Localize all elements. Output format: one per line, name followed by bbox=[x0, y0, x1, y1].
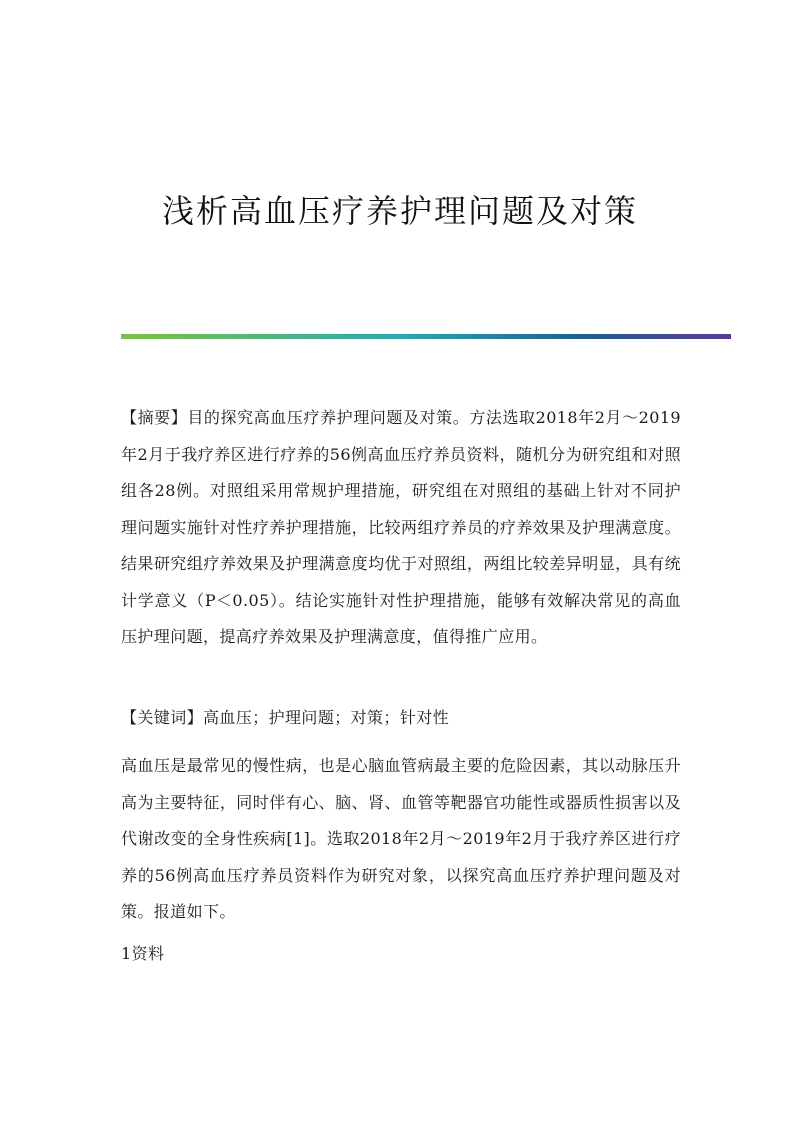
intro-paragraph: 高血压是最常见的慢性病，也是心脑血管病最主要的危险因素，其以动脉压升高为主要特征，同时伴有心、脑、肾、血管等靶器官功能性或器质性损害以及代谢改变的全身性疾病[1]。选取2018年2月～2019年2月于我疗养区进行疗养的56例高血压疗养员资料作为研究对象，以探究高血压疗养护理问题及对策。报道如下。 bbox=[121, 756, 681, 921]
keywords-label: 【关键词】 bbox=[121, 708, 204, 727]
title-divider bbox=[121, 334, 731, 339]
keywords-paragraph bbox=[121, 700, 681, 737]
keywords-text: 高血压；护理问题；对策；针对性 bbox=[203, 708, 450, 727]
abstract-label: 【摘要】 bbox=[121, 408, 188, 427]
paper-title: 浅析高血压疗养护理问题及对策 bbox=[161, 192, 638, 230]
abstract-paragraph bbox=[121, 400, 681, 656]
section-heading: 1资料 bbox=[121, 944, 165, 963]
abstract-text: 目的探究高血压疗养护理问题及对策。方法选取2018年2月～2019年2月于我疗养区进行疗养的56例高血压疗养员资料，随机分为研究组和对照组各28例。对照组采用常规护理措施，研究组在对照组的基础上针对不同护理问题实施针对性疗养护理措施，比较两组疗养员的疗养效果及护理满意度。结果研究组疗养效果及护理满意度均优于对照组，两组比较差异明显，具有统计学意义（P＜0.05）。结论实施针对性护理措施，能够有效解决常见的高血压护理问题，提高疗养效果及护理满意度，值得推广应用。 bbox=[121, 408, 681, 646]
